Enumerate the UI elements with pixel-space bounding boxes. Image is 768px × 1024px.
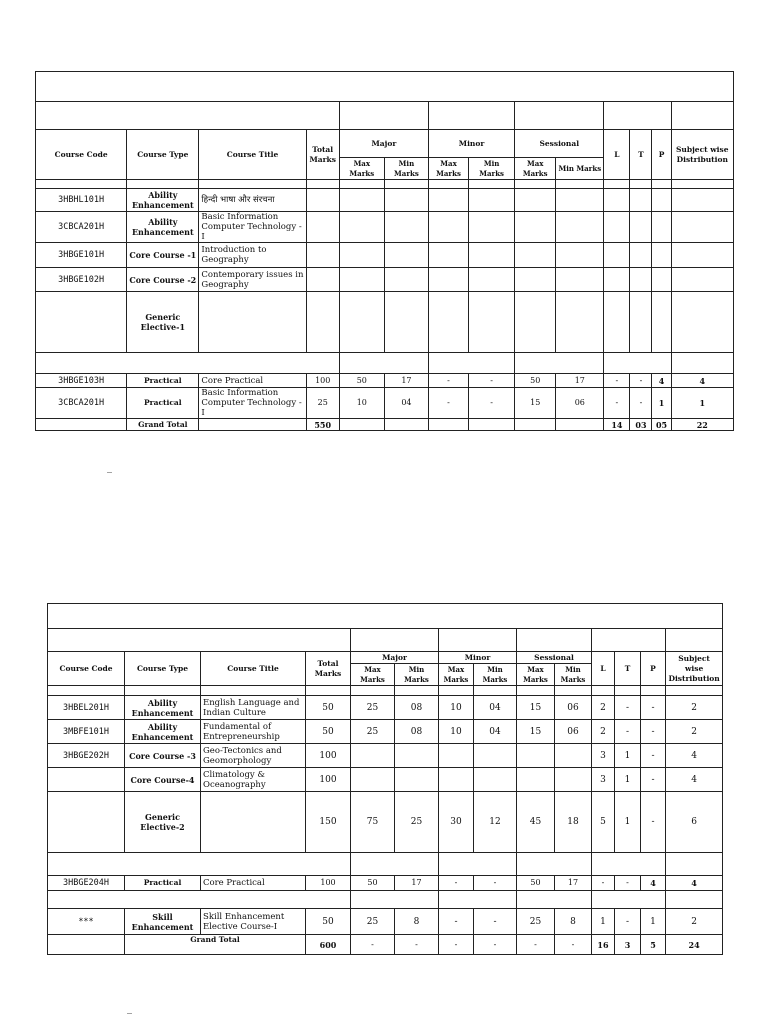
cell-course-type: Core Course -3 [125, 744, 201, 768]
header-course-type: Course Type [125, 652, 201, 686]
cell-major-max [339, 189, 384, 212]
cell-subject-distribution: 4 [671, 374, 733, 388]
cell-minor-min [474, 768, 517, 792]
cell-sessional-min [556, 243, 604, 268]
cell-major-max [339, 292, 384, 353]
practical-row [48, 876, 723, 891]
cell-major-max: 25 [351, 696, 395, 720]
cell-lecture: - [604, 374, 630, 388]
header-major-max: Max Marks [339, 158, 384, 180]
cell-course-title: Skill Enhancement Elective Course-I [201, 909, 306, 935]
cell-course-code: 3HBHL101H [36, 189, 127, 212]
cell-major-max [351, 744, 395, 768]
cell-minor-min [469, 189, 515, 212]
cell-subject-distribution [671, 268, 733, 292]
cell-subject-distribution: 4 [666, 744, 723, 768]
cell-minor-max: - [428, 388, 468, 419]
grand-total-label: Grand Total [127, 419, 199, 431]
cell-minor-min: - [474, 876, 517, 891]
spacer-row [48, 853, 723, 876]
header-major: Major [339, 130, 428, 158]
cell-minor-min: - [469, 388, 515, 419]
cell-total-marks [306, 268, 339, 292]
cell-major-max: 25 [351, 720, 395, 744]
cell-sessional-max [515, 292, 556, 353]
cell-tutorial [630, 189, 652, 212]
cell-course-type: Generic Elective-1 [127, 292, 199, 353]
cell-course-code: 3HBGE101H [36, 243, 127, 268]
cell-course-code: 3HBGE103H [36, 374, 127, 388]
title-row [36, 72, 734, 102]
cell-course-type: Core Course-4 [125, 768, 201, 792]
cell-course-code: 3HBGE202H [48, 744, 125, 768]
cell-course-title [201, 792, 306, 853]
cell-minor-min [469, 268, 515, 292]
cell-subject-distribution [671, 212, 733, 243]
cell-major-min: 25 [395, 792, 439, 853]
header-course-code: Course Code [48, 652, 125, 686]
cell-total-marks: 100 [306, 744, 351, 768]
header-major-max: Max Marks [351, 664, 395, 686]
cell-sessional-min [555, 744, 592, 768]
cell-practical: - [641, 744, 666, 768]
cell-total-marks [306, 212, 339, 243]
cell-major-max: 50 [351, 876, 395, 891]
course-row [48, 768, 723, 792]
cell-course-code: 3CBCA201H [36, 388, 127, 419]
cell-minor-min [469, 212, 515, 243]
cell-course-title: Basic Information Computer Technology - I [199, 212, 306, 243]
cell-course-code [48, 768, 125, 792]
cell-sessional-min [556, 189, 604, 212]
header-course-title: Course Title [201, 652, 306, 686]
cell-total-marks: 50 [306, 720, 351, 744]
cell-course-title: Core Practical [201, 876, 306, 891]
cell-minor-max: 10 [439, 720, 474, 744]
cell-sessional-max [517, 768, 555, 792]
cell-course-type: Practical [125, 876, 201, 891]
cell-subject-distribution: 1 [671, 388, 733, 419]
header-major-min: Min Marks [395, 664, 439, 686]
cell-major-min: 04 [384, 388, 428, 419]
practical-row [36, 388, 734, 419]
course-row [48, 792, 723, 853]
grand-total-p: 05 [652, 419, 671, 431]
header-major: Major [351, 652, 439, 664]
cell-minor-max: - [439, 876, 474, 891]
cell-sessional-max [515, 189, 556, 212]
semester-1-table [35, 71, 734, 431]
grand-total-maj-max: - [351, 935, 395, 955]
cell-course-code [48, 792, 125, 853]
header-course-code: Course Code [36, 130, 127, 180]
cell-course-title [199, 292, 306, 353]
header-sessional-min: Min Marks [556, 158, 604, 180]
cell-sessional-min [556, 212, 604, 243]
cell-minor-min: 12 [474, 792, 517, 853]
cell-minor-min [469, 292, 515, 353]
header-l: L [604, 130, 630, 180]
cell-major-max: 25 [351, 909, 395, 935]
cell-minor-min: - [469, 374, 515, 388]
cell-minor-min [474, 744, 517, 768]
cell-tutorial: 1 [615, 792, 641, 853]
blank-header-row [36, 102, 734, 130]
cell-total-marks: 50 [306, 696, 351, 720]
cell-major-min: 08 [395, 696, 439, 720]
cell-sessional-min [555, 768, 592, 792]
grand-total-t: 3 [615, 935, 641, 955]
cell-subject-distribution [671, 189, 733, 212]
grand-total-l: 14 [604, 419, 630, 431]
header-total-marks: Total Marks [306, 652, 351, 686]
cell-sessional-max [515, 243, 556, 268]
cell-major-max: 10 [339, 388, 384, 419]
cell-tutorial [630, 212, 652, 243]
grand-total-t: 03 [630, 419, 652, 431]
cell-course-code: 3CBCA201H [36, 212, 127, 243]
cell-minor-min [469, 243, 515, 268]
cell-subject-distribution: 2 [666, 696, 723, 720]
cell-course-type: Ability Enhancement [127, 189, 199, 212]
cell-major-min: 08 [395, 720, 439, 744]
cell-major-max [339, 268, 384, 292]
cell-sessional-max: 15 [517, 720, 555, 744]
cell-course-title: Climatology & Oceanography [201, 768, 306, 792]
cell-practical: 4 [652, 374, 671, 388]
cell-practical: - [641, 720, 666, 744]
cell-major-min [395, 744, 439, 768]
header-row [36, 130, 734, 158]
cell-sessional-max [515, 212, 556, 243]
spacer-row [48, 686, 723, 696]
grand-total-row [48, 935, 723, 955]
cell-sessional-max: 15 [515, 388, 556, 419]
cell-course-type: Generic Elective-2 [125, 792, 201, 853]
cell-practical: - [641, 768, 666, 792]
cell-lecture [604, 189, 630, 212]
course-row [36, 292, 734, 353]
spacer-row [36, 353, 734, 374]
cell-course-code: 3HBGE102H [36, 268, 127, 292]
cell-lecture [604, 243, 630, 268]
cell-subject-distribution: 4 [666, 768, 723, 792]
cell-major-min [384, 292, 428, 353]
header-minor-min: Min Marks [474, 664, 517, 686]
cell-total-marks: 50 [306, 909, 351, 935]
cell-tutorial [630, 268, 652, 292]
skill-row [48, 909, 723, 935]
cell-practical: - [641, 792, 666, 853]
header-sessional-max: Max Marks [515, 158, 556, 180]
cell-minor-max [428, 189, 468, 212]
cell-course-code: *** [48, 909, 125, 935]
cell-minor-min: - [474, 909, 517, 935]
cell-sessional-min: 06 [555, 720, 592, 744]
cell-lecture: 1 [592, 909, 615, 935]
cell-major-min [384, 189, 428, 212]
grand-total-label: Grand Total [125, 935, 306, 955]
course-row [48, 696, 723, 720]
cell-minor-max [428, 268, 468, 292]
cell-lecture: 5 [592, 792, 615, 853]
cell-sessional-max: 50 [515, 374, 556, 388]
header-t: T [630, 130, 652, 180]
cell-total-marks: 25 [306, 388, 339, 419]
cell-subject-distribution: 2 [666, 720, 723, 744]
title-row [48, 604, 723, 629]
cell-tutorial: - [615, 876, 641, 891]
header-minor: Minor [439, 652, 517, 664]
cell-minor-max [428, 292, 468, 353]
course-row [48, 744, 723, 768]
cell-course-title: Geo-Tectonics and Geomorphology [201, 744, 306, 768]
grand-total-ses-min: - [555, 935, 592, 955]
cell-course-type: Core Course -2 [127, 268, 199, 292]
header-p: P [652, 130, 671, 180]
cell-sessional-max: 45 [517, 792, 555, 853]
cell-tutorial: - [615, 696, 641, 720]
cell-minor-max [428, 243, 468, 268]
cell-practical [652, 212, 671, 243]
cell-practical: 4 [641, 876, 666, 891]
practical-row [36, 374, 734, 388]
spacer-row [36, 180, 734, 189]
course-row [48, 720, 723, 744]
header-subject-distribution: Subject wise Distribution [671, 130, 733, 180]
separator-dash: _ [127, 1003, 132, 1014]
cell-course-type: Core Course -1 [127, 243, 199, 268]
cell-minor-max [439, 744, 474, 768]
cell-subject-distribution: 2 [666, 909, 723, 935]
cell-minor-min: 04 [474, 696, 517, 720]
cell-practical: 1 [652, 388, 671, 419]
course-row [36, 243, 734, 268]
cell-sessional-min: 06 [555, 696, 592, 720]
cell-sessional-max [515, 268, 556, 292]
semester-2-table [47, 603, 723, 955]
cell-course-code: 3MBFE101H [48, 720, 125, 744]
header-course-type: Course Type [127, 130, 199, 180]
cell-subject-distribution [671, 243, 733, 268]
cell-major-min: 17 [384, 374, 428, 388]
cell-lecture: 3 [592, 768, 615, 792]
cell-lecture: - [604, 388, 630, 419]
grand-total-dist: 22 [671, 419, 733, 431]
cell-minor-max [428, 212, 468, 243]
cell-tutorial: 1 [615, 768, 641, 792]
cell-sessional-max [517, 744, 555, 768]
cell-tutorial: - [615, 720, 641, 744]
cell-total-marks: 100 [306, 374, 339, 388]
cell-subject-distribution: 6 [666, 792, 723, 853]
cell-lecture [604, 268, 630, 292]
cell-total-marks: 100 [306, 876, 351, 891]
header-sessional: Sessional [517, 652, 592, 664]
header-t: T [615, 652, 641, 686]
header-minor-min: Min Marks [469, 158, 515, 180]
cell-tutorial: - [615, 909, 641, 935]
cell-course-title: Contemporary issues in Geography [199, 268, 306, 292]
cell-lecture: - [592, 876, 615, 891]
cell-course-title: Basic Information Computer Technology - I [199, 388, 306, 419]
grand-total-ses-max: - [517, 935, 555, 955]
header-minor-max: Max Marks [428, 158, 468, 180]
grand-total-min-max: - [439, 935, 474, 955]
course-row [36, 189, 734, 212]
cell-major-max [339, 212, 384, 243]
header-sessional-min: Min Marks [555, 664, 592, 686]
cell-minor-max [439, 768, 474, 792]
cell-tutorial: - [630, 388, 652, 419]
cell-course-title: English Language and Indian Culture [201, 696, 306, 720]
cell-sessional-min [556, 268, 604, 292]
header-course-title: Course Title [199, 130, 306, 180]
header-l: L [592, 652, 615, 686]
cell-course-type: Practical [127, 374, 199, 388]
grand-total-p: 5 [641, 935, 666, 955]
cell-total-marks: 150 [306, 792, 351, 853]
cell-lecture: 2 [592, 720, 615, 744]
cell-course-title: Introduction to Geography [199, 243, 306, 268]
cell-course-type: Ability Enhancement [125, 696, 201, 720]
cell-practical: 1 [641, 909, 666, 935]
cell-sessional-max: 25 [517, 909, 555, 935]
header-p: P [641, 652, 666, 686]
cell-practical [652, 268, 671, 292]
cell-practical [652, 189, 671, 212]
grand-total-maj-min: - [395, 935, 439, 955]
cell-minor-max: - [428, 374, 468, 388]
header-minor-max: Max Marks [439, 664, 474, 686]
cell-sessional-min: 8 [555, 909, 592, 935]
cell-sessional-max: 50 [517, 876, 555, 891]
cell-course-type: Ability Enhancement [125, 720, 201, 744]
course-row [36, 268, 734, 292]
header-sessional-max: Max Marks [517, 664, 555, 686]
header-minor: Minor [428, 130, 514, 158]
cell-sessional-min: 17 [555, 876, 592, 891]
cell-major-min [384, 268, 428, 292]
grand-total-marks: 550 [306, 419, 339, 431]
cell-practical [652, 292, 671, 353]
header-sessional: Sessional [515, 130, 604, 158]
header-total-marks: Total Marks [306, 130, 339, 180]
header-major-min: Min Marks [384, 158, 428, 180]
cell-lecture: 2 [592, 696, 615, 720]
cell-minor-min: 04 [474, 720, 517, 744]
cell-major-max [351, 768, 395, 792]
cell-major-max: 50 [339, 374, 384, 388]
cell-minor-max: 30 [439, 792, 474, 853]
cell-course-title: Core Practical [199, 374, 306, 388]
cell-major-min [384, 243, 428, 268]
spacer-row [48, 891, 723, 909]
cell-subject-distribution: 4 [666, 876, 723, 891]
cell-major-max [339, 243, 384, 268]
cell-course-type: Practical [127, 388, 199, 419]
blank-header-row [48, 629, 723, 652]
cell-course-code [36, 292, 127, 353]
cell-total-marks [306, 292, 339, 353]
cell-total-marks [306, 243, 339, 268]
grand-total-l: 16 [592, 935, 615, 955]
cell-course-code: 3HBGE204H [48, 876, 125, 891]
separator-dash: _ [107, 462, 112, 473]
cell-minor-max: - [439, 909, 474, 935]
grand-total-dist: 24 [666, 935, 723, 955]
cell-subject-distribution [671, 292, 733, 353]
cell-major-min: 17 [395, 876, 439, 891]
cell-course-type: Skill Enhancement [125, 909, 201, 935]
cell-course-code: 3HBEL201H [48, 696, 125, 720]
cell-sessional-min: 06 [556, 388, 604, 419]
grand-total-marks: 600 [306, 935, 351, 955]
cell-sessional-min: 17 [556, 374, 604, 388]
cell-minor-max: 10 [439, 696, 474, 720]
cell-lecture [604, 292, 630, 353]
cell-tutorial: 1 [615, 744, 641, 768]
cell-sessional-min: 18 [555, 792, 592, 853]
cell-major-max: 75 [351, 792, 395, 853]
cell-lecture: 3 [592, 744, 615, 768]
cell-sessional-max: 15 [517, 696, 555, 720]
grand-total-row [36, 419, 734, 431]
cell-practical [652, 243, 671, 268]
grand-total-min-min: - [474, 935, 517, 955]
course-row [36, 212, 734, 243]
cell-total-marks [306, 189, 339, 212]
cell-practical: - [641, 696, 666, 720]
cell-major-min [384, 212, 428, 243]
cell-course-title: Fundamental of Entrepreneurship [201, 720, 306, 744]
header-subject-distribution: Subject wise Distribution [666, 652, 723, 686]
header-row [48, 652, 723, 664]
cell-tutorial: - [630, 374, 652, 388]
cell-major-min: 8 [395, 909, 439, 935]
cell-tutorial [630, 292, 652, 353]
cell-tutorial [630, 243, 652, 268]
cell-total-marks: 100 [306, 768, 351, 792]
cell-sessional-min [556, 292, 604, 353]
cell-course-title: हिन्दी भाषा और संरचना [199, 189, 306, 212]
cell-course-type: Ability Enhancement [127, 212, 199, 243]
cell-major-min [395, 768, 439, 792]
cell-lecture [604, 212, 630, 243]
